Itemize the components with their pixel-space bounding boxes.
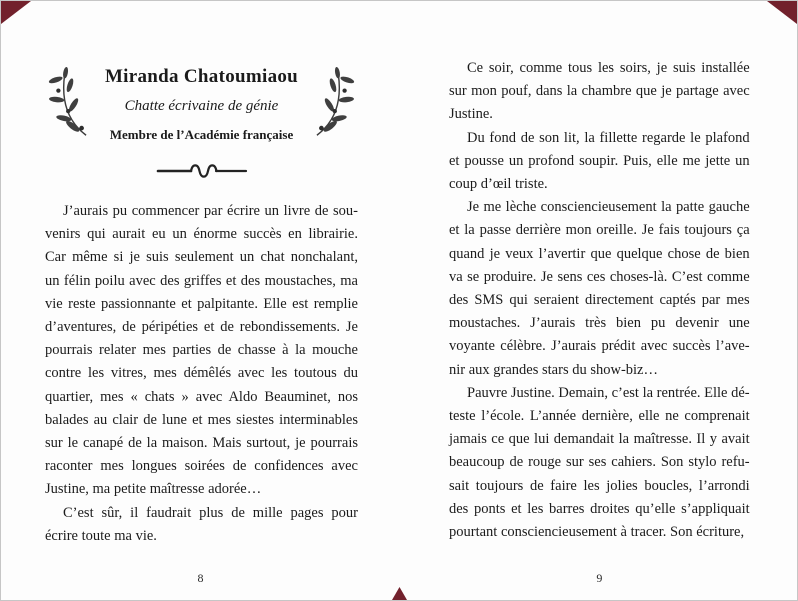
body-line: raconter mes longues soirées de confidences avec	[45, 458, 358, 475]
body-line: J’aurais pu commencer par écrire un livre de sou-	[63, 203, 358, 219]
body-line: Car même si je suis seulement un chat nonchalant,	[45, 249, 358, 266]
paragraph	[45, 200, 358, 502]
page-spread	[1, 1, 797, 600]
body-line: C’est sûr, il faudrait plus de mille pages pour	[63, 504, 358, 521]
body-line: Justine.	[449, 106, 493, 123]
body-line: pourtant consciencieusement à tracer. Son écriture,	[449, 524, 745, 541]
body-line: venirs qui aurait eu un énorme succès en librairie.	[45, 226, 358, 243]
body-line: d’aventures, de péripéties et de rebondissements. Je	[45, 319, 358, 336]
body-line: vie reste passionnante et palpitante. Elle est remplie	[45, 295, 358, 312]
body-line: jamais ce que lui demandait la maîtresse. Il y avait	[449, 431, 750, 448]
body-line: contre les vitres, mes démêlés avec les toutous du	[45, 365, 358, 382]
body-line: sur le canapé de la maison. Mais surtout, je pourrais	[45, 435, 358, 452]
right-page-body	[449, 57, 750, 544]
body-line: et la passe derrière mon oreille. Je fais toujours ça	[449, 222, 750, 239]
paragraph	[449, 57, 750, 127]
page-number-left: 8	[197, 571, 204, 585]
body-line: Pauvre Justine. Demain, c’est la rentrée. Elle dé-	[467, 384, 750, 401]
chapter-header	[45, 65, 358, 143]
laurel-branch-right-icon	[308, 65, 358, 143]
body-line: quartier, mes « chats » avec Aldo Beauminet, nos	[45, 388, 358, 405]
left-page-body	[45, 200, 358, 548]
left-page	[1, 1, 400, 600]
body-line: moustaches. J’aurais très bien pu devenir une	[449, 315, 750, 332]
book-affiliation: Membre de l’Académie française	[109, 126, 294, 142]
paragraph	[449, 127, 750, 197]
body-line: Justine, ma petite maîtresse adorée…	[45, 481, 262, 498]
body-line: voyante célèbre. J’aurais prédit avec succès l’ave-	[449, 338, 750, 355]
body-line: coup d’œil triste.	[449, 176, 548, 193]
body-line: des SMS qui seraient directement captés par mes	[449, 292, 750, 309]
body-line: sur mon pouf, dans la chambre que je partage avec	[449, 83, 750, 100]
paragraph	[449, 382, 750, 544]
body-line: Du fond de son lit, la fillette regarde le plafond	[467, 129, 750, 146]
body-line: beaucoup de rouge sur ses cahiers. Son stylo refu-	[449, 454, 750, 471]
body-line: teste l’école. L’année dernière, elle ne comprenait	[449, 408, 750, 425]
section-divider-flourish-icon	[45, 161, 358, 184]
laurel-branch-left-icon	[45, 65, 95, 143]
body-line: pourrais relater mes parties de chasse à la mouche	[45, 342, 358, 359]
book-subtitle: Chatte écrivaine de génie	[124, 97, 279, 114]
body-line: nir aux grandes stars du show-biz…	[449, 361, 658, 378]
body-line: écrire toute ma vie.	[45, 527, 157, 544]
page-number-right: 9	[596, 571, 603, 585]
body-line: quand je veux l’avertir que quelque chose de bien	[449, 245, 750, 262]
body-line: balades au clair de lune et mes siestes interminables	[45, 411, 358, 428]
paragraph	[449, 196, 750, 382]
body-line: Je me lèche consciencieusement la patte gauche	[467, 199, 750, 216]
body-line: un félin poilu avec des griffes et des moustaches, ma	[45, 272, 358, 289]
chapter-header-text	[99, 66, 304, 143]
body-line: sait toujours de faire les jolies boucles, l’arrondi	[449, 477, 750, 494]
body-line: va se produire. Je sens ces choses-là. C’est comme	[449, 268, 750, 285]
right-page	[400, 1, 798, 600]
body-line: des ponts et les barres droites qu’elle s’appliquait	[449, 500, 750, 517]
body-line: et pousse un profond soupir. Puis, elle me jette un	[449, 152, 750, 169]
paragraph	[45, 502, 358, 548]
body-line: Ce soir, comme tous les soirs, je suis installée	[467, 60, 750, 76]
book-title: Miranda Chatoumiaou	[104, 65, 299, 87]
